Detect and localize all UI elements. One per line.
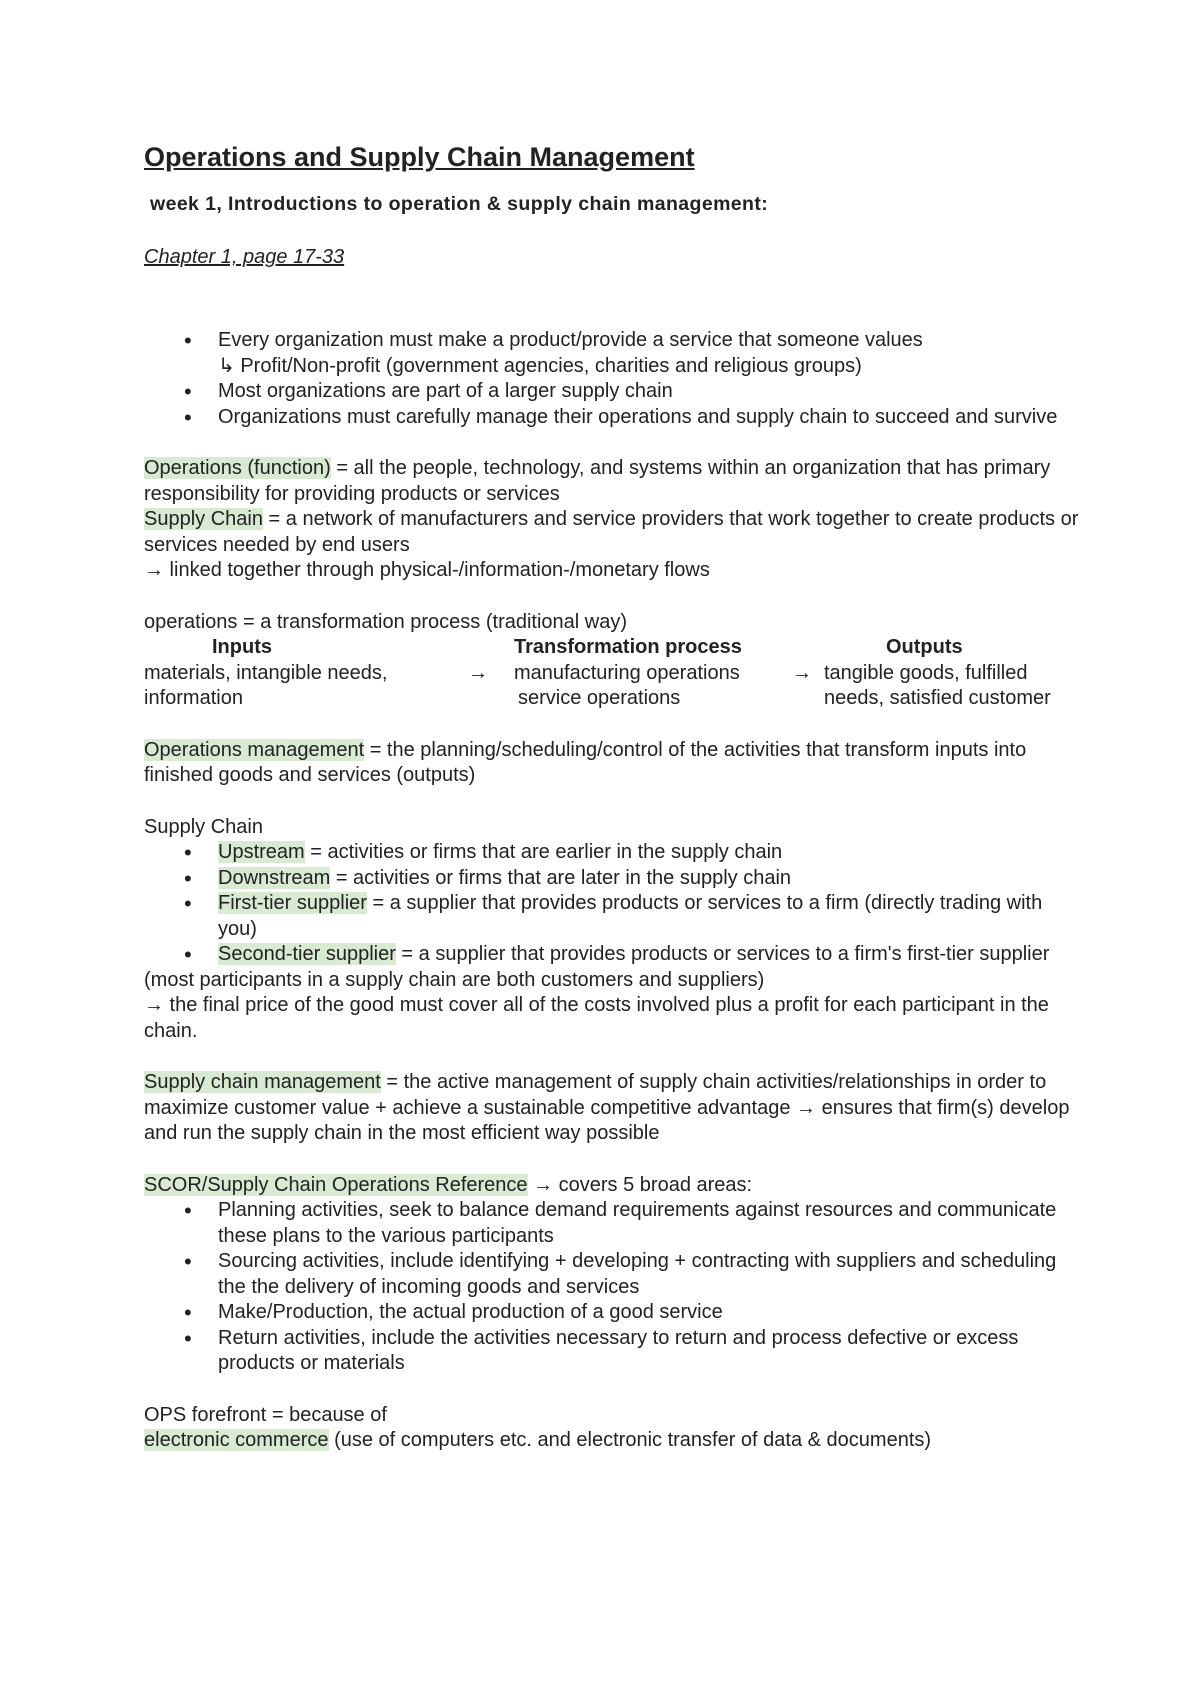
list-item: • Sourcing activities, include identifying + developing + contracting with suppliers and scheduling the the delivery of incoming goods and services <box>144 1249 1084 1300</box>
highlighted-term: First-tier supplier <box>218 892 367 914</box>
header-outputs: Outputs <box>886 636 963 658</box>
table-row: information service operations needs, satisfied customer <box>144 687 1051 709</box>
highlighted-term: Operations management <box>144 738 365 761</box>
table-header-row <box>144 635 1084 661</box>
participants-note: (most participants in a supply chain are both customers and suppliers) <box>144 968 765 991</box>
list-item: • First-tier supplier = a supplier that provides products or services to a firm (directly trading with you) <box>144 891 1084 942</box>
scor-heading: SCOR/Supply Chain Operations Reference → covers 5 broad areas: <box>144 1173 753 1196</box>
highlighted-term: Supply Chain <box>144 508 263 530</box>
arrow-icon: → <box>792 661 812 684</box>
document-content <box>144 140 1084 1454</box>
arrow-icon: → <box>468 661 488 684</box>
operations-management-definition: Operations management = the planning/scheduling/control of the activities that transform inputs into finished goods and services (outputs) <box>144 738 1027 786</box>
supply-chain-terms-list <box>144 840 1084 968</box>
transformation-table <box>144 635 1084 712</box>
list-item: • Upstream = activities or firms that are earlier in the supply chain <box>144 840 1084 866</box>
week-heading: week 1, Introductions to operation & supply chain management: <box>150 193 769 215</box>
highlighted-term: Operations (function) <box>144 457 331 479</box>
scm-definition: Supply chain management = the active management of supply chain activities/relationships in order to maximize customer value + achieve a sustainable competitive advantage → ensures that firm(s) develop and run the supply chain in the most efficient way possible <box>144 1071 1070 1144</box>
list-item: • Most organizations are part of a larger supply chain <box>144 379 1084 405</box>
supply-chain-heading: Supply Chain <box>144 815 263 838</box>
transformation-intro: operations = a transformation process (traditional way) <box>144 610 628 633</box>
list-item: • Organizations must carefully manage their operations and supply chain to succeed and survive <box>144 405 1084 431</box>
operations-definition: Operations (function) = all the people, technology, and systems within an organization that has primary responsibility for providing products or services <box>144 457 1051 505</box>
list-item: • Downstream = activities or firms that are later in the supply chain <box>144 866 1084 892</box>
highlighted-term: Upstream <box>218 841 305 863</box>
list-item: • Every organization must make a product/provide a service that someone values ↳ Profit/Non-profit (government agencies, charities and religious groups) <box>144 328 1084 379</box>
intro-bullet-list <box>144 328 1084 430</box>
linked-flows-line: → linked together through physical-/information-/monetary flows <box>144 559 710 581</box>
header-transformation: Transformation process <box>514 636 742 658</box>
highlighted-term: Supply chain management <box>144 1071 381 1093</box>
supply-chain-definition: Supply Chain = a network of manufacturers and service providers that work together to create products or services needed by end users <box>144 508 1079 556</box>
highlighted-term: Second-tier supplier <box>218 943 396 965</box>
table-row: materials, intangible needs, → manufacturing operations → tangible goods, fulfilled <box>144 661 1084 687</box>
highlighted-term: Downstream <box>218 866 331 889</box>
list-item: • Second-tier supplier = a supplier that provides products or services to a firm's first-tier supplier <box>144 942 1084 968</box>
highlighted-term: electronic commerce <box>144 1429 329 1451</box>
final-price-note: → the final price of the good must cover all of the costs involved plus a profit for each participant in the chain. <box>144 994 1049 1042</box>
header-inputs: Inputs <box>212 636 272 658</box>
sub-point: ↳ Profit/Non-profit (government agencies, charities and religious groups) <box>218 354 862 377</box>
electronic-commerce-definition: electronic commerce (use of computers etc. and electronic transfer of data & documents) <box>144 1429 932 1451</box>
ops-forefront-line: OPS forefront = because of <box>144 1403 387 1426</box>
document-title: Operations and Supply Chain Management <box>144 142 695 172</box>
list-item: • Planning activities, seek to balance demand requirements against resources and communicate these plans to the various participants <box>144 1198 1084 1249</box>
scor-areas-list <box>144 1198 1084 1377</box>
list-item: • Make/Production, the actual production of a good service <box>144 1300 1084 1326</box>
list-item: • Return activities, include the activities necessary to return and process defective or excess products or materials <box>144 1326 1084 1377</box>
chapter-reference: Chapter 1, page 17-33 <box>144 246 345 268</box>
highlighted-term: SCOR/Supply Chain Operations Reference <box>144 1173 528 1196</box>
